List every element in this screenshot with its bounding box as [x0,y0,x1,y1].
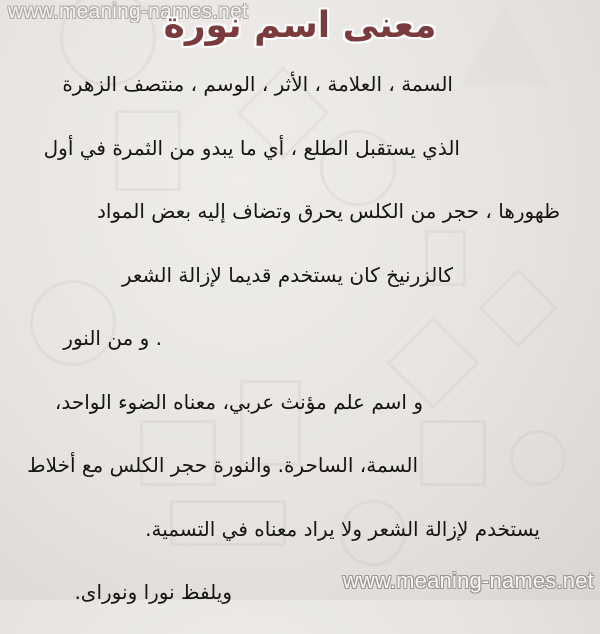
meaning-line: ويلفظ نورا ونوراى. [74,580,232,604]
meaning-line: و اسم علم مؤنث عربي، معناه الضوء الواحد، [54,389,423,414]
meaning-line: السمة، الساحرة. والنورة حجر الكلس مع أخلاط [27,453,418,477]
meaning-line: الذي يستقبل الطلع ، أي ما يبدو من الثمرة في أول [43,135,460,160]
meaning-line: كالزرنيخ كان يستخدم قديما لإزالة الشعر [121,262,453,287]
site-watermark-bottom: www.meaning-names.net [342,568,594,593]
road-sign-decor [510,430,566,486]
page-title: معنى اسم نورة [163,5,437,46]
site-watermark-top: www.meaning-names.net [8,0,248,23]
meaning-line: ظهورها ، حجر من الكلس يحرق وتضاف إليه بعض المواد [96,199,560,223]
meaning-line: السمة ، العلامة ، الأثر ، الوسم ، منتصف الزهرة [62,72,453,96]
road-sign-decor [478,268,557,347]
meaning-line: يستخدم لإزالة الشعر ولا يراد معناه في التسمية. [145,516,540,541]
meaning-line: . و من النور [63,326,162,350]
